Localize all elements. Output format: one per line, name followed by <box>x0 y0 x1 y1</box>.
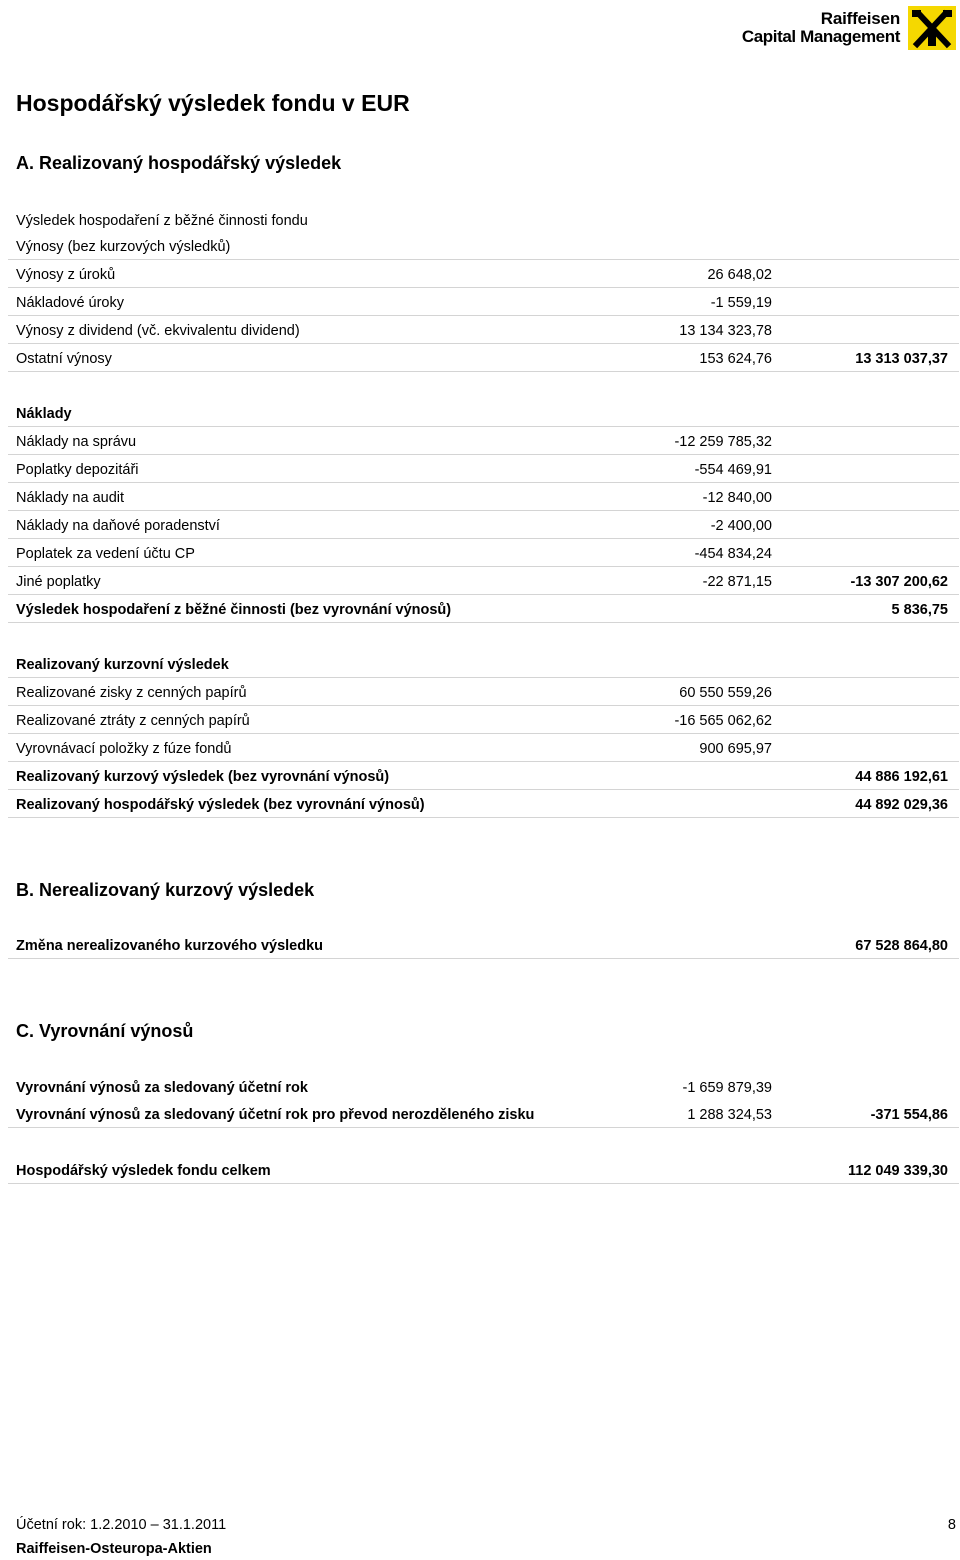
row-label: Výsledek hospodaření z běžné činnosti (bez vyrovnání výnosů) <box>16 602 452 618</box>
row-total: 112 049 339,30 <box>848 1163 948 1179</box>
section-b-heading: B. Nerealizovaný kurzový výsledek <box>16 880 315 900</box>
row-label: Vyrovnání výnosů za sledovaný účetní rok pro převod nerozděleného zisku <box>16 1107 535 1123</box>
logo-line-2: Capital Management <box>741 27 900 46</box>
row-value: -2 400,00 <box>710 518 772 534</box>
footer-fund-name: Raiffeisen-Osteuropa-Aktien <box>16 1541 212 1557</box>
logo-line-1: Raiffeisen <box>820 9 900 28</box>
table-row <box>8 289 959 316</box>
row-value: 13 134 323,78 <box>679 323 772 339</box>
table-row-subtotal <box>8 763 959 790</box>
row-label: Náklady na daňové poradenství <box>16 518 220 534</box>
row-total: -371 554,86 <box>870 1107 948 1123</box>
table-row <box>8 735 959 762</box>
row-label: Nákladové úroky <box>16 295 124 311</box>
table-row <box>8 540 959 567</box>
row-label: Výsledek hospodaření z běžné činnosti fondu <box>16 213 308 229</box>
table-row <box>8 707 959 734</box>
row-value: 60 550 559,26 <box>679 685 772 701</box>
row-label: Poplatky depozitáři <box>16 462 139 478</box>
row-label: Náklady na správu <box>16 434 137 450</box>
row-label: Vyrovnání výnosů za sledovaný účetní rok <box>16 1080 308 1096</box>
row-label: Náklady na audit <box>16 490 125 506</box>
row-value: 900 695,97 <box>699 741 772 757</box>
table-row <box>8 456 959 483</box>
row-value: 26 648,02 <box>707 267 772 283</box>
table-row <box>8 484 959 511</box>
row-label: Realizovaný kurzový výsledek (bez vyrovnání výnosů) <box>16 769 390 785</box>
table-row <box>8 317 959 344</box>
table-row <box>8 345 959 372</box>
table-row <box>8 568 959 595</box>
table-row-grand-total <box>8 1157 959 1184</box>
table-row <box>8 206 959 233</box>
row-total: 44 892 029,36 <box>855 797 948 813</box>
row-label: Hospodářský výsledek fondu celkem <box>16 1163 271 1179</box>
row-label: Jiné poplatky <box>16 574 101 590</box>
row-label: Změna nerealizovaného kurzového výsledku <box>16 938 324 954</box>
crossed-gables-icon <box>908 6 956 50</box>
page-number: 8 <box>947 1517 956 1533</box>
row-total: 67 528 864,80 <box>855 938 948 954</box>
row-label: Vyrovnávací položky z fúze fondů <box>16 741 232 757</box>
table-row <box>8 261 959 288</box>
row-label: Výnosy z úroků <box>16 267 116 283</box>
table-row <box>8 1073 959 1100</box>
table-row-subtotal <box>8 791 959 818</box>
raiffeisen-logo <box>742 6 956 50</box>
row-value: -554 469,91 <box>694 462 772 478</box>
table-row <box>8 651 959 678</box>
row-total: 5 836,75 <box>891 602 948 618</box>
table-row <box>8 1101 959 1128</box>
row-total: 44 886 192,61 <box>855 769 948 785</box>
section-a-heading: A. Realizovaný hospodářský výsledek <box>16 153 342 173</box>
table-row <box>8 400 959 427</box>
table-row-subtotal <box>8 932 959 959</box>
row-label: Realizovaný kurzovní výsledek <box>16 657 229 673</box>
row-value: -12 259 785,32 <box>674 434 772 450</box>
logo-wordmark <box>742 10 900 46</box>
row-value: -22 871,15 <box>702 574 772 590</box>
row-label: Realizované ztráty z cenných papírů <box>16 713 250 729</box>
row-value: -12 840,00 <box>702 490 772 506</box>
row-label: Poplatek za vedení účtu CP <box>16 546 195 562</box>
table-row <box>8 512 959 539</box>
row-value: -454 834,24 <box>694 546 772 562</box>
row-label: Výnosy (bez kurzových výsledků) <box>16 239 231 255</box>
row-value: -16 565 062,62 <box>674 713 772 729</box>
table-row <box>8 428 959 455</box>
section-c-heading: C. Vyrovnání výnosů <box>16 1021 194 1041</box>
table-row <box>8 679 959 706</box>
row-label: Výnosy z dividend (vč. ekvivalentu dividend) <box>16 323 300 339</box>
row-value: 153 624,76 <box>699 351 772 367</box>
row-label: Ostatní výnosy <box>16 351 112 367</box>
row-value: 1 288 324,53 <box>687 1107 772 1123</box>
row-total: -13 307 200,62 <box>850 574 948 590</box>
row-label: Realizovaný hospodářský výsledek (bez vyrovnání výnosů) <box>16 797 425 813</box>
page-title: Hospodářský výsledek fondu v EUR <box>16 90 410 116</box>
table-row <box>8 233 959 260</box>
row-value: -1 659 879,39 <box>682 1080 772 1096</box>
row-total: 13 313 037,37 <box>855 351 948 367</box>
row-label: Realizované zisky z cenných papírů <box>16 685 247 701</box>
row-value: -1 559,19 <box>710 295 772 311</box>
footer-period: Účetní rok: 1.2.2010 – 31.1.2011 <box>16 1517 227 1533</box>
row-label: Náklady <box>16 406 72 422</box>
table-row-subtotal <box>8 596 959 623</box>
